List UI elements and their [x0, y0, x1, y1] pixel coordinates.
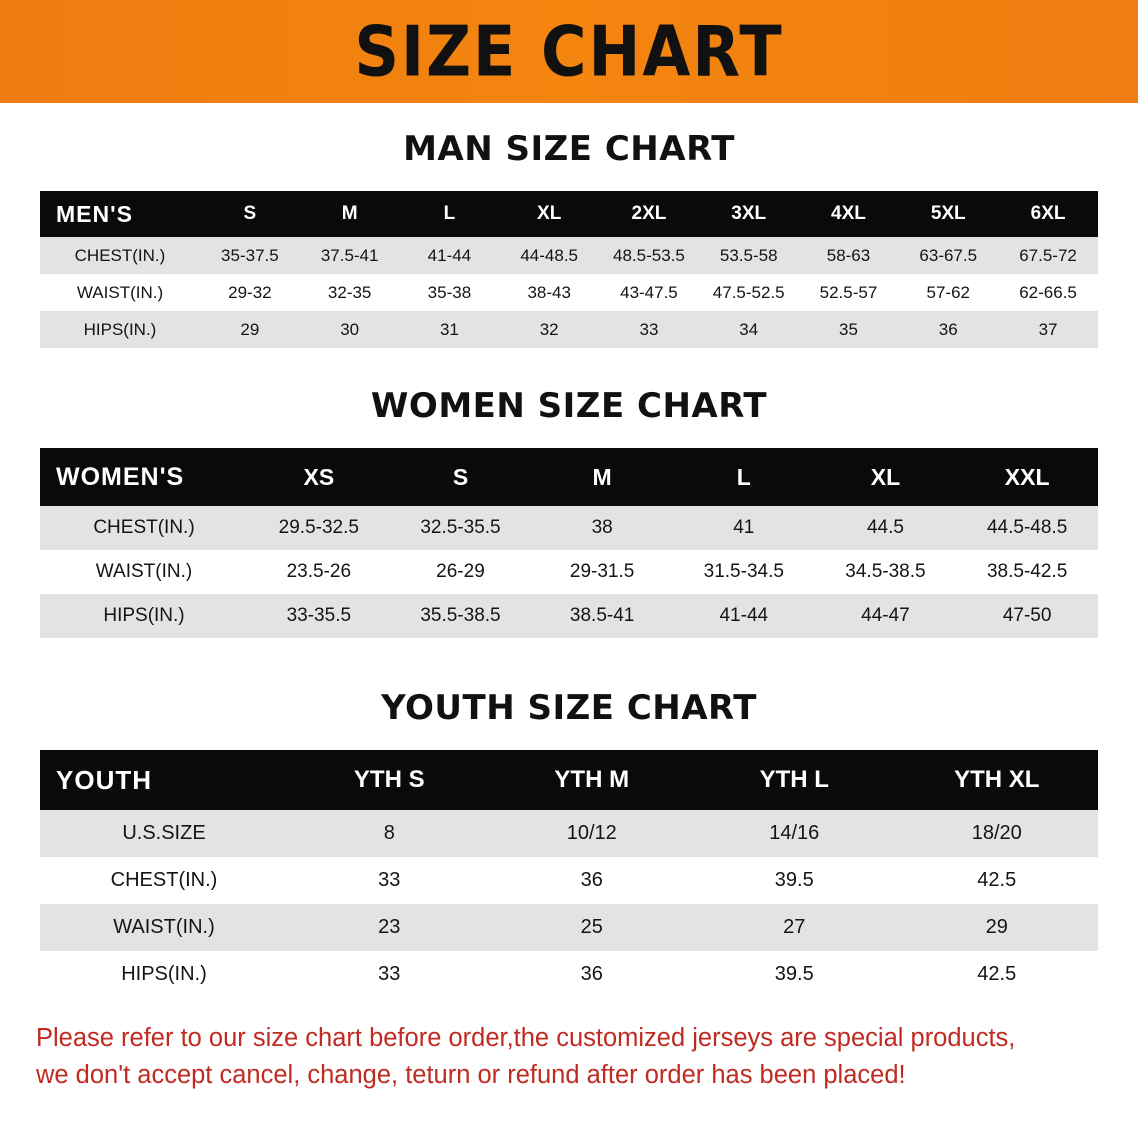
youth-size-table	[40, 750, 1098, 998]
table-row	[40, 237, 1098, 274]
man-waist-3xl: 47.5-52.5	[712, 282, 785, 302]
women-header-3: M	[592, 463, 612, 490]
table-row	[40, 550, 1098, 594]
man-chest-s: 35-37.5	[221, 245, 279, 265]
women-header-6: XXL	[1004, 463, 1050, 490]
man-table-wrapper	[40, 191, 1098, 348]
man-waist-l: 35-38	[427, 282, 472, 302]
women-row-label-chest: CHEST(IN.)	[93, 517, 195, 538]
women-chest-l: 41	[733, 517, 755, 538]
youth-chest-xl: 42.5	[977, 869, 1017, 891]
man-hips-m: 30	[340, 319, 360, 339]
youth-hips-xl: 42.5	[977, 963, 1017, 985]
women-waist-m: 29-31.5	[569, 561, 635, 582]
man-header-6: 3XL	[731, 203, 767, 224]
man-waist-s: 29-32	[228, 282, 272, 302]
women-chest-m: 38	[591, 517, 613, 538]
women-waist-xxl: 38.5-42.5	[986, 561, 1068, 582]
man-table-body	[40, 237, 1098, 348]
man-chest-5xl: 63-67.5	[919, 245, 978, 265]
man-chest-l: 41-44	[427, 245, 472, 265]
man-chest-6xl: 67.5-72	[1019, 245, 1077, 265]
women-header-1: XS	[303, 463, 335, 490]
man-hips-2xl: 33	[639, 319, 659, 339]
man-hips-s: 29	[240, 319, 260, 339]
man-header-8: 5XL	[930, 203, 966, 224]
man-header-4: XL	[537, 203, 562, 224]
man-hips-4xl: 35	[839, 319, 858, 339]
youth-header-2: YTH M	[554, 766, 630, 793]
man-waist-5xl: 57-62	[926, 282, 970, 302]
man-waist-2xl: 43-47.5	[620, 282, 678, 302]
women-waist-l: 31.5-34.5	[703, 561, 784, 582]
women-hips-xl: 44-47	[861, 605, 910, 626]
table-row	[40, 274, 1098, 311]
table-row	[40, 951, 1098, 998]
man-hips-6xl: 37	[1038, 319, 1058, 339]
man-row-label-chest: CHEST(IN.)	[74, 245, 166, 265]
women-table-wrapper	[40, 448, 1098, 638]
youth-table-head	[40, 750, 1098, 810]
youth-hips-l: 39.5	[774, 963, 814, 985]
women-table-head	[40, 448, 1098, 506]
man-chest-3xl: 53.5-58	[719, 245, 778, 265]
women-row-label-waist: WAIST(IN.)	[95, 561, 193, 582]
youth-header-4: YTH XL	[954, 766, 1040, 793]
youth-ussize-m: 10/12	[566, 822, 617, 844]
man-waist-xl: 38-43	[527, 282, 571, 302]
youth-row-label-chest: CHEST(IN.)	[110, 869, 218, 891]
youth-waist-s: 23	[378, 916, 401, 938]
women-hips-xxl: 47-50	[1002, 605, 1052, 626]
youth-table-body	[40, 810, 1098, 998]
women-table-body	[40, 506, 1098, 638]
man-hips-l: 31	[439, 319, 459, 339]
man-row-label-waist: WAIST(IN.)	[76, 282, 164, 302]
youth-table-wrapper	[40, 750, 1098, 998]
man-hips-3xl: 34	[739, 319, 759, 339]
women-chest-xl: 44.5	[866, 517, 904, 538]
youth-header-0: YOUTH	[56, 764, 152, 795]
man-row-label-hips: HIPS(IN.)	[83, 319, 157, 339]
disclaimer-line-2: we don't accept cancel, change, teturn or refund after order has been placed!	[36, 1060, 906, 1089]
women-waist-xs: 23.5-26	[286, 561, 352, 582]
table-row	[40, 311, 1098, 348]
women-chest-xs: 29.5-32.5	[278, 517, 359, 538]
youth-waist-m: 25	[580, 916, 603, 938]
disclaimer-line-1: Please refer to our size chart before order,the customized jerseys are special products,	[36, 1024, 1016, 1052]
banner	[0, 0, 1138, 103]
youth-waist-xl: 29	[985, 916, 1008, 938]
women-header-0: WOMEN'S	[56, 462, 185, 491]
women-size-table	[40, 448, 1098, 638]
man-chest-4xl: 58-63	[826, 245, 871, 265]
man-size-table	[40, 191, 1098, 348]
youth-row-label-hips: HIPS(IN.)	[121, 963, 207, 985]
youth-row-label-waist: WAIST(IN.)	[113, 916, 215, 938]
table-row	[40, 810, 1098, 857]
youth-ussize-s: 8	[383, 822, 395, 844]
man-hips-xl: 32	[539, 319, 559, 339]
table-row	[40, 857, 1098, 904]
disclaimer-note	[36, 1020, 1102, 1094]
man-chest-xl: 44-48.5	[520, 245, 579, 265]
youth-waist-l: 27	[783, 916, 806, 938]
table-row	[40, 506, 1098, 550]
youth-header-1: YTH S	[353, 766, 425, 793]
man-header-2: M	[341, 203, 358, 224]
man-header-0: MEN'S	[56, 200, 133, 227]
table-row	[40, 904, 1098, 951]
table-header-row	[40, 448, 1098, 506]
women-chest-xxl: 44.5-48.5	[986, 517, 1068, 538]
youth-header-3: YTH L	[759, 766, 829, 793]
youth-section-title: YOUTH SIZE CHART	[381, 688, 757, 728]
table-row	[40, 594, 1098, 638]
man-section-title: MAN SIZE CHART	[403, 129, 735, 169]
youth-hips-m: 36	[580, 963, 603, 985]
youth-row-label-ussize: U.S.SIZE	[122, 822, 206, 844]
women-hips-xs: 33-35.5	[286, 605, 352, 626]
youth-hips-s: 33	[378, 963, 401, 985]
youth-chest-s: 33	[378, 869, 401, 891]
youth-ussize-l: 14/16	[769, 822, 820, 844]
banner-title: SIZE CHART	[354, 10, 784, 92]
man-waist-4xl: 52.5-57	[819, 282, 878, 302]
man-table-head	[40, 191, 1098, 237]
man-waist-6xl: 62-66.5	[1019, 282, 1077, 302]
man-header-5: 2XL	[631, 203, 667, 224]
youth-ussize-xl: 18/20	[971, 822, 1022, 844]
table-header-row	[40, 191, 1098, 237]
man-header-7: 4XL	[831, 203, 866, 224]
women-row-label-hips: HIPS(IN.)	[103, 605, 185, 626]
man-header-9: 6XL	[1030, 203, 1066, 224]
man-chest-2xl: 48.5-53.5	[613, 245, 685, 265]
table-header-row	[40, 750, 1098, 810]
man-header-1: S	[243, 203, 257, 224]
man-hips-5xl: 36	[938, 319, 958, 339]
women-header-2: S	[452, 463, 469, 490]
women-waist-xl: 34.5-38.5	[845, 561, 926, 582]
man-chest-m: 37.5-41	[320, 245, 379, 265]
women-waist-s: 26-29	[436, 561, 485, 582]
women-header-5: XL	[870, 463, 901, 490]
youth-chest-l: 39.5	[774, 869, 814, 891]
man-waist-m: 32-35	[327, 282, 372, 302]
women-header-4: L	[736, 463, 751, 490]
women-hips-m: 38.5-41	[569, 605, 635, 626]
man-header-3: L	[443, 203, 456, 224]
women-section-title: WOMEN SIZE CHART	[370, 386, 768, 426]
women-hips-s: 35.5-38.5	[420, 605, 501, 626]
women-hips-l: 41-44	[719, 605, 769, 626]
youth-chest-m: 36	[580, 869, 603, 891]
women-chest-s: 32.5-35.5	[420, 517, 501, 538]
